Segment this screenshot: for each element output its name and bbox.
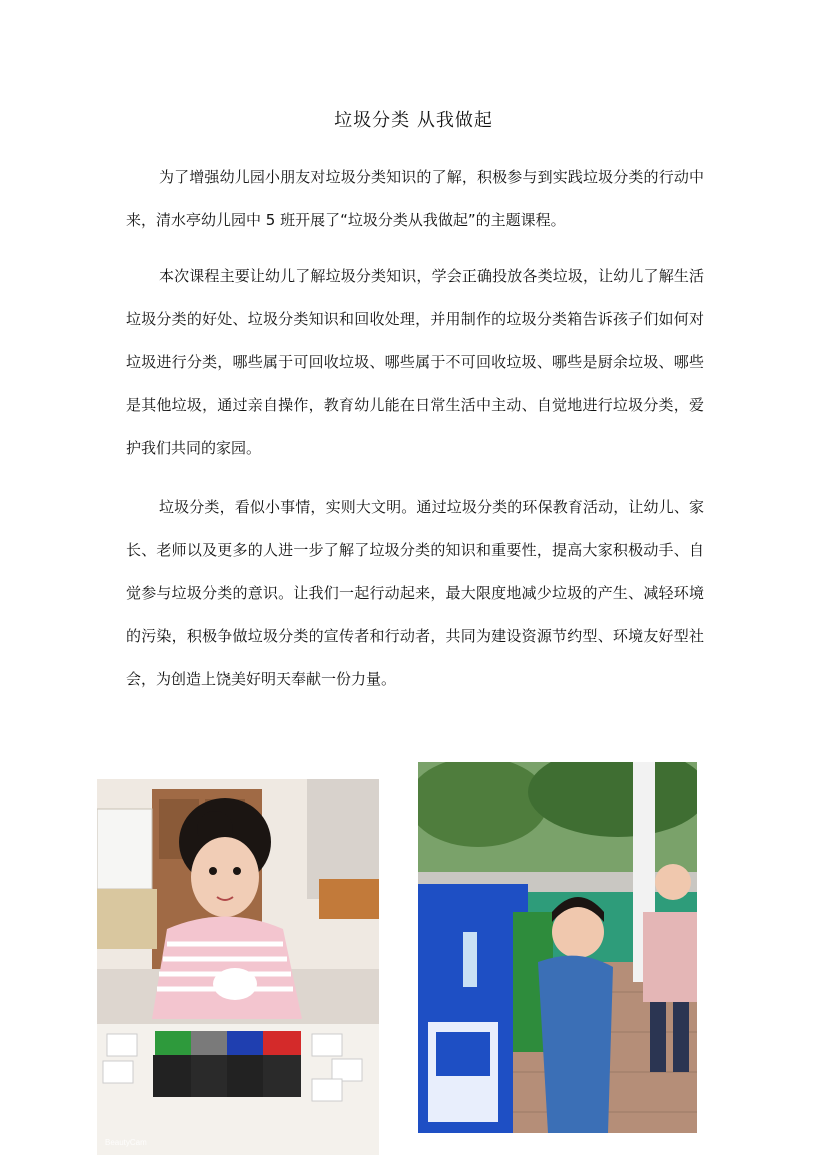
photo-girl-recycling-bottle: [418, 762, 697, 1133]
document-title: 垃圾分类 从我做起: [334, 110, 493, 131]
photo-girl-recycling-bottle-illustration: [418, 762, 697, 1133]
photo-girl-sorting-cards: [97, 779, 379, 1155]
photo-girl-sorting-cards-illustration: [97, 779, 379, 1155]
paragraph-intro: 为了增强幼儿园小朋友对垃圾分类知识的了解，积极参与到实践垃圾分类的行动中来，清水亭幼儿园中 5 班开展了“垃圾分类从我做起”的主题课程。: [126, 168, 704, 229]
photo-watermark: BeautyCam: [105, 1138, 147, 1147]
paragraph-conclusion: 垃圾分类，看似小事情，实则大文明。通过垃圾分类的环保教育活动，让幼儿、家长、老师以及更多的人进一步了解了垃圾分类的知识和重要性，提高大家积极动手、自觉参与垃圾分类的意识。让我们一起行动起来，最大限度地减少垃圾的产生、减轻环境的污染，积极争做垃圾分类的宣传者和行动者，共同为建设资源节约型、环境友好型社会，为创造上饶美好明天奉献一份力量。: [126, 498, 704, 688]
paragraph-course: 本次课程主要让幼儿了解垃圾分类知识，学会正确投放各类垃圾，让幼儿了解生活垃圾分类的好处、垃圾分类知识和回收处理，并用制作的垃圾分类箱告诉孩子们如何对垃圾进行分类，哪些属于可回收垃圾、哪些属于不可回收垃圾、哪些是厨余垃圾、哪些是其他垃圾，通过亲自操作，教育幼儿能在日常生活中主动、自觉地进行垃圾分类，爱护我们共同的家园。: [126, 267, 704, 457]
